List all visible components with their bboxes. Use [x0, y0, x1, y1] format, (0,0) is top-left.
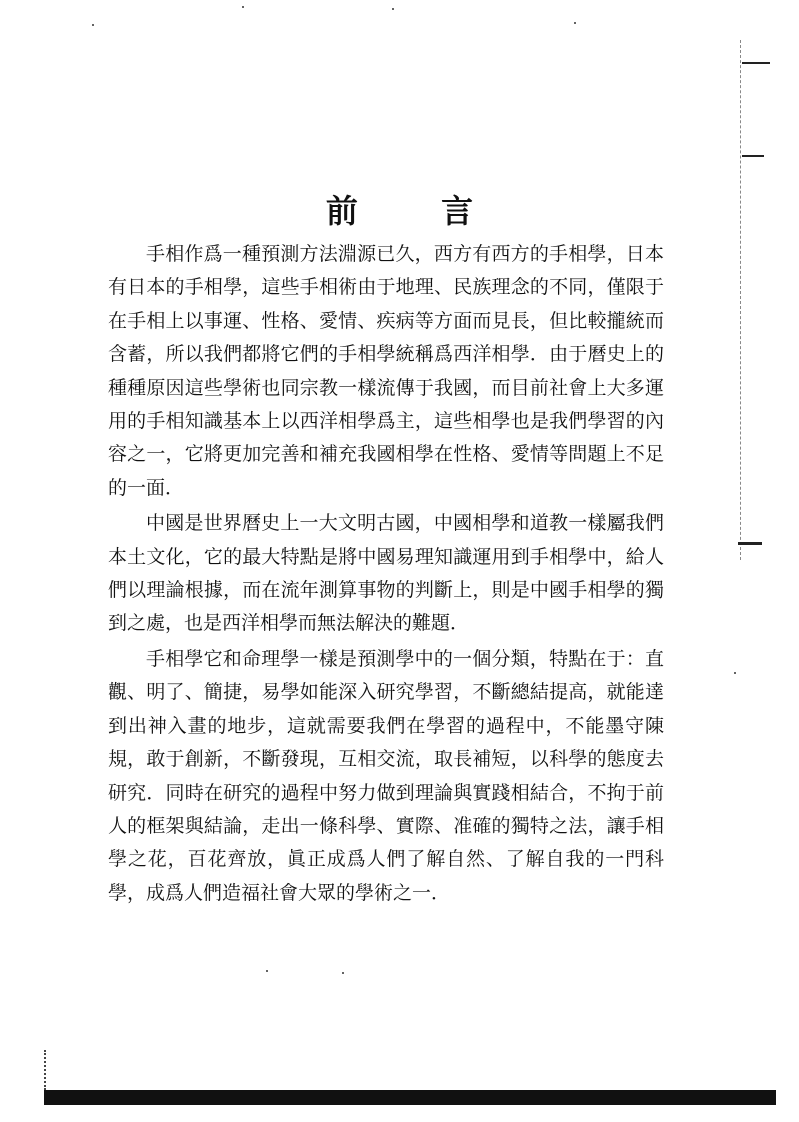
page-title: 前 言 [325, 192, 510, 231]
scan-speck [392, 8, 394, 10]
scan-bottom-bar [44, 1090, 776, 1105]
scan-speck [574, 22, 576, 24]
scan-tick-mark [742, 155, 764, 157]
scan-speck [242, 6, 244, 8]
scan-right-margin-rule [740, 40, 742, 560]
body-text [108, 238, 664, 912]
scan-speck [342, 972, 344, 974]
paragraph: 手相作爲一種預測方法淵源已久，西方有西方的手相學，日本有日本的手相學，這些手相術由于地理、民族理念的不同，僅限于在手相上以事運、性格、愛情、疾病等方面而見長，但比較攏統而含蓄，所以我們都將它們的手相學統稱爲西洋相學．由于曆史上的種種原因這些學術也同宗教一樣流傳于我國，而目前社會上大多運用的手相知識基本上以西洋相學爲主，這些相學也是我們學習的內容之一，它將更加完善和補充我國相學在性格、愛情等問題上不足的一面． [108, 243, 664, 499]
scan-left-edge [44, 1050, 48, 1090]
scan-speck [92, 24, 94, 26]
paragraph: 手相學它和命理學一樣是預測學中的一個分類，特點在于：直觀、明了、簡捷，易學如能深入研究學習，不斷總結提高，就能達到出神入畫的地步，這就需要我們在學習的過程中，不能墨守陳規，敢于創新，不斷發現，互相交流，取長補短，以科學的態度去研究．同時在研究的過程中努力做到理論與實踐相結合，不拘于前人的框架與結論，走出一條科學、實際、准確的獨特之法，讓手相學之花，百花齊放，眞正成爲人們了解自然、了解自我的一門科學，成爲人們造福社會大眾的學術之一． [108, 647, 664, 904]
scan-speck [266, 970, 268, 972]
paragraph: 中國是世界曆史上一大文明古國，中國相學和道教一樣屬我們本土文化，它的最大特點是將中國易理知識運用到手相學中，給人們以理論根據，而在流年測算事物的判斷上，則是中國手相學的獨到之處，也是西洋相學而無法解決的難題． [108, 512, 664, 635]
scan-speck [734, 672, 736, 674]
scan-tick-mark [742, 62, 770, 64]
scan-tick-mark [738, 542, 762, 545]
